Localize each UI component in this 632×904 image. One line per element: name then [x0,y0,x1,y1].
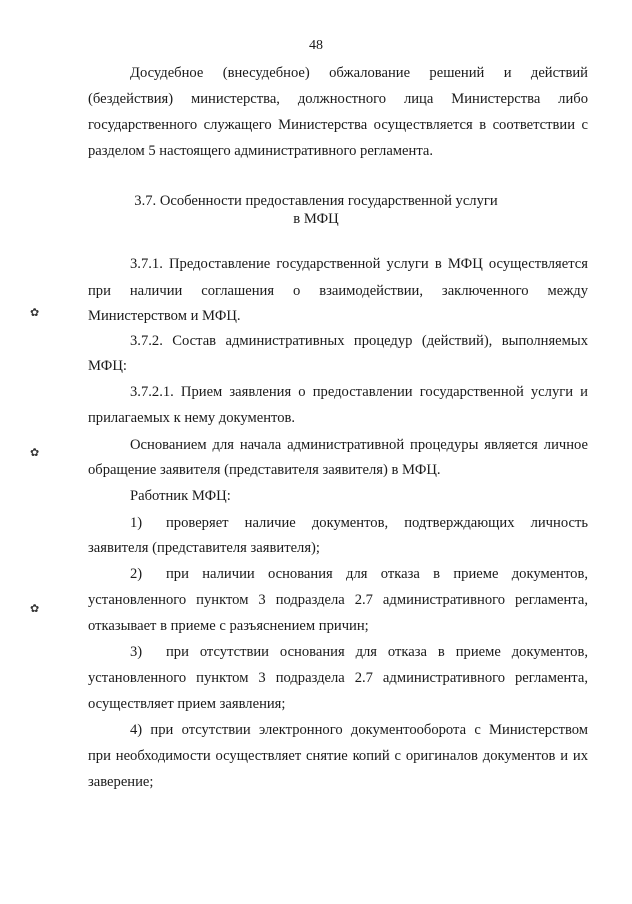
item2-line-2: установленного пунктом 3 подраздела 2.7 административного регламента, [88,592,588,608]
intro-line-3: государственного служащего Министерства осуществляется в соответствии с [88,117,588,133]
p372-line-2: МФЦ: [88,358,127,374]
item1-line-2: заявителя (представителя заявителя); [88,540,320,556]
item1-number: 1) [130,515,143,531]
scan-mark-icon: ✿ [30,447,40,459]
basis-line-1: Основанием для начала административной процедуры является личное [130,437,588,453]
section-title-line-2: в МФЦ [293,211,339,227]
intro-line-2: (бездействия) министерства, должностного лица Министерства либо [88,91,588,107]
scan-mark-icon: ✿ [30,307,40,319]
basis-line-2: обращение заявителя (представителя заявителя) в МФЦ. [88,462,441,478]
item3-line-3: осуществляет прием заявления; [88,696,286,712]
worker-heading: Работник МФЦ: [130,488,231,504]
item3-line-1: при отсутствии основания для отказа в приеме документов, [166,644,588,660]
p3721-line-2: прилагаемых к нему документов. [88,410,296,426]
item4-line-1: 4) при отсутствии электронного документооборота с Министерством [130,722,588,738]
section-title-line-1: 3.7. Особенности предоставления государственной услуги [134,193,498,209]
page-number: 48 [309,38,323,53]
p372-line-1: 3.7.2. Состав административных процедур (действий), выполняемых [130,333,588,349]
item1-line-1: проверяет наличие документов, подтверждающих личность [166,515,588,531]
p371-line-3: Министерством и МФЦ. [88,308,241,324]
item4-line-2: при необходимости осуществляет снятие копий с оригиналов документов и их [88,748,588,764]
intro-line-1: Досудебное (внесудебное) обжалование решений и действий [130,65,588,81]
item2-number: 2) [130,566,143,582]
p371-line-1: 3.7.1. Предоставление государственной услуги в МФЦ осуществляется [130,256,588,272]
scan-mark-icon: ✿ [30,603,40,615]
item3-line-2: установленного пунктом 3 подраздела 2.7 административного регламента, [88,670,588,686]
p371-line-2: при наличии соглашения о взаимодействии, заключенного между [88,283,588,299]
item4-line-3: заверение; [88,774,154,790]
item3-number: 3) [130,644,143,660]
item2-line-1: при наличии основания для отказа в приеме документов, [166,566,588,582]
item2-line-3: отказывает в приеме с разъяснением причин; [88,618,369,634]
p3721-line-1: 3.7.2.1. Прием заявления о предоставлении государственной услуги и [130,384,588,400]
intro-line-4: разделом 5 настоящего административного регламента. [88,143,434,159]
